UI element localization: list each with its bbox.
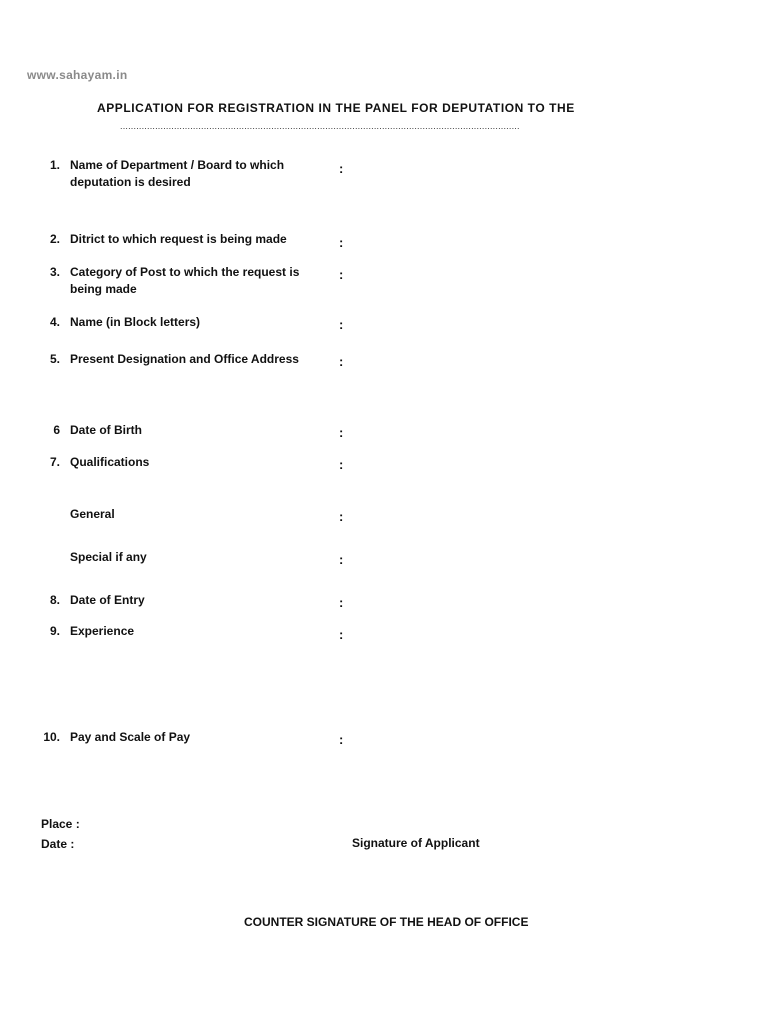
field-4-number: 4. — [49, 315, 60, 329]
field-10-label: Pay and Scale of Pay — [70, 730, 191, 744]
field-2-colon: : — [339, 235, 344, 250]
field-6-number: 6 — [53, 423, 60, 437]
field-5-colon: : — [339, 354, 344, 369]
field-8-colon: : — [339, 595, 344, 610]
field-general-label: General — [70, 507, 115, 521]
field-9-number: 9. — [49, 624, 60, 638]
field-5-label: Present Designation and Office Address — [70, 352, 299, 366]
field-5-number: 5. — [49, 352, 60, 366]
field-8-label: Date of Entry — [70, 593, 145, 607]
field-10-number: 10. — [43, 730, 60, 744]
field-4-label: Name (in Block letters) — [70, 315, 201, 329]
field-general-colon: : — [339, 509, 344, 524]
signature-of-applicant: Signature of Applicant — [352, 836, 480, 850]
form-title: APPLICATION FOR REGISTRATION IN THE PANEL FOR DEPUTATION TO THE — [97, 101, 575, 115]
field-9-colon: : — [339, 627, 344, 642]
field-6-label: Date of Birth — [70, 423, 142, 437]
field-10-colon: : — [339, 732, 344, 747]
field-1-label: Name of Department / Board to which deputation is desired — [70, 158, 285, 189]
field-4-colon: : — [339, 317, 344, 332]
place-label: Place : — [41, 817, 80, 831]
field-2-number: 2. — [49, 232, 60, 246]
field-3-number: 3. — [49, 265, 60, 279]
counter-signature-heading: COUNTER SIGNATURE OF THE HEAD OF OFFICE — [244, 915, 529, 929]
field-8-number: 8. — [49, 593, 60, 607]
watermark-text: www.sahayam.in — [27, 68, 128, 82]
field-2-label: Ditrict to which request is being made — [70, 232, 287, 246]
field-special-colon: : — [339, 552, 344, 567]
field-9-label: Experience — [70, 624, 135, 638]
date-label: Date : — [41, 837, 75, 851]
field-7-number: 7. — [49, 455, 60, 469]
field-6-colon: : — [339, 425, 344, 440]
field-7-colon: : — [339, 457, 344, 472]
field-1-number: 1. — [49, 158, 60, 172]
title-dotted-blank[interactable]: .................................................................................................................................................... — [120, 121, 520, 131]
field-7-label: Qualifications — [70, 455, 150, 469]
field-special-label: Special if any — [70, 550, 147, 564]
field-3-label: Category of Post to which the request is being made — [70, 265, 300, 296]
field-1-colon: : — [339, 161, 344, 176]
field-3-colon: : — [339, 267, 344, 282]
